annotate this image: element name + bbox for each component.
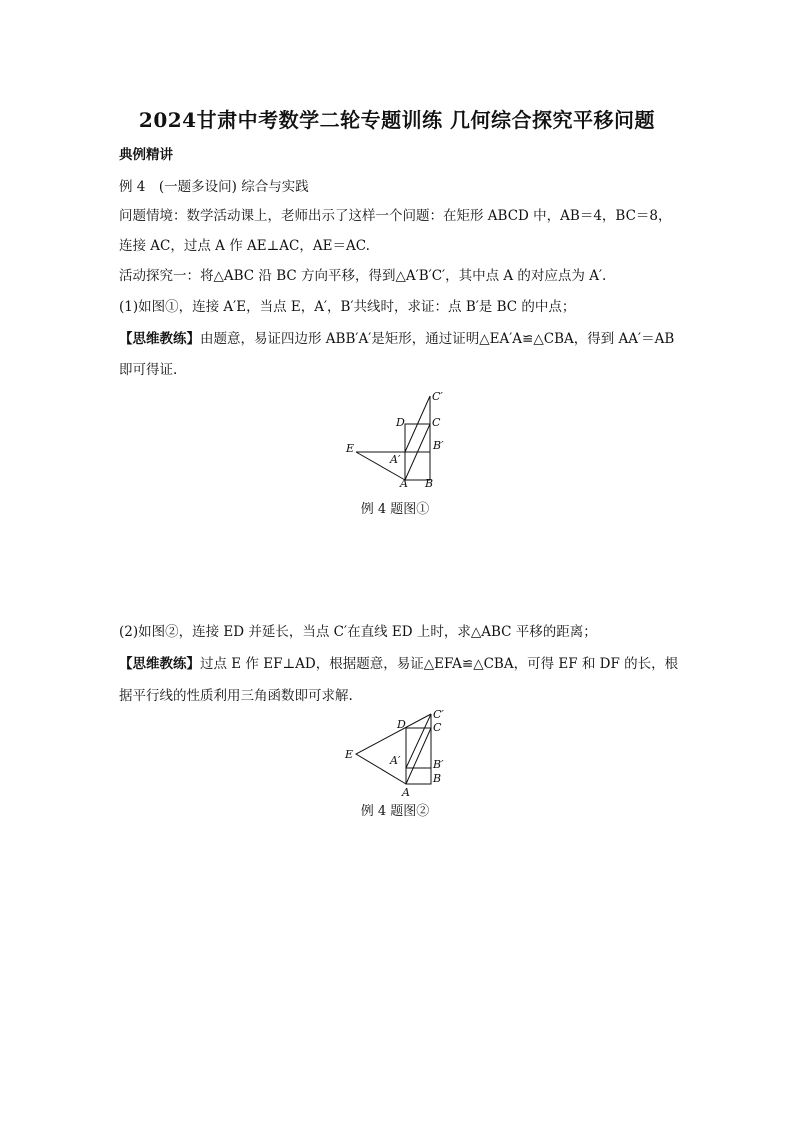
activity-statement: 活动探究一：将△ABC 沿 BC 方向平移，得到△A′B′C′，其中点 A 的对应点为 A′.: [119, 268, 607, 284]
figure-1-caption: 例 4 题图①: [360, 502, 430, 517]
label-e: E: [345, 748, 354, 761]
diagonal-ac: [406, 728, 431, 784]
page-title: 2024甘肃中考数学二轮专题训练 几何综合探究平移问题: [138, 108, 656, 132]
problem-line-2: 连接 AC，过点 A 作 AE⊥AC，AE＝AC.: [119, 238, 370, 254]
hint-2-text: 过点 E 作 EF⊥AD，根据题意，易证△EFA≌△CBA，可得 EF 和 DF 的长，根: [200, 656, 679, 672]
label-a: A: [400, 477, 408, 490]
label-a-prime: A′: [390, 453, 401, 466]
label-d: D: [397, 718, 406, 731]
segments-ae-ec-prime: [356, 714, 431, 784]
question-1: (1)如图①，连接 A′E，当点 E，A′，B′共线时，求证：点 B′是 BC 的中点；: [119, 299, 576, 315]
example-header: 例 4 (一题多设问) 综合与实践: [119, 179, 309, 195]
label-a-prime: A′: [390, 754, 401, 767]
question-2: (2)如图②，连接 ED 并延长，当点 C′在直线 ED 上时，求△ABC 平移的距离；: [119, 624, 597, 640]
label-b-prime: B′: [433, 758, 444, 771]
hint-1-text: 由题意，易证四边形 ABB′A′是矩形，通过证明△EA′A≌△CBA，得到 AA′＝AB: [200, 331, 675, 347]
section-heading: 典例精讲: [119, 147, 173, 163]
label-c: C: [433, 721, 442, 734]
label-c-prime: C′: [433, 708, 444, 721]
label-e: E: [346, 442, 355, 455]
label-b: B: [433, 772, 442, 785]
figure-2: [340, 706, 460, 800]
hint-2-line-2: 据平行线的性质利用三角函数即可求解.: [119, 688, 353, 704]
label-a: A: [402, 786, 410, 799]
label-d: D: [396, 416, 405, 429]
hint-1-line-2: 即可得证.: [119, 362, 178, 378]
hint-2-label: 【思维教练】: [119, 656, 200, 672]
label-c: C: [432, 416, 441, 429]
hint-2-line-1: [119, 654, 678, 674]
diagonal-a-prime-c-prime: [406, 714, 431, 768]
label-c-prime: C′: [432, 390, 443, 403]
figure-2-caption: 例 4 题图②: [360, 804, 430, 819]
figure-1: [340, 390, 460, 490]
label-b: B: [425, 477, 434, 490]
label-b-prime: B′: [433, 439, 444, 452]
problem-line-1: 问题情境：数学活动课上，老师出示了这样一个问题：在矩形 ABCD 中，AB＝4，BC＝8，: [119, 208, 672, 224]
hint-1-line-1: [119, 329, 674, 349]
hint-1-label: 【思维教练】: [119, 331, 200, 347]
